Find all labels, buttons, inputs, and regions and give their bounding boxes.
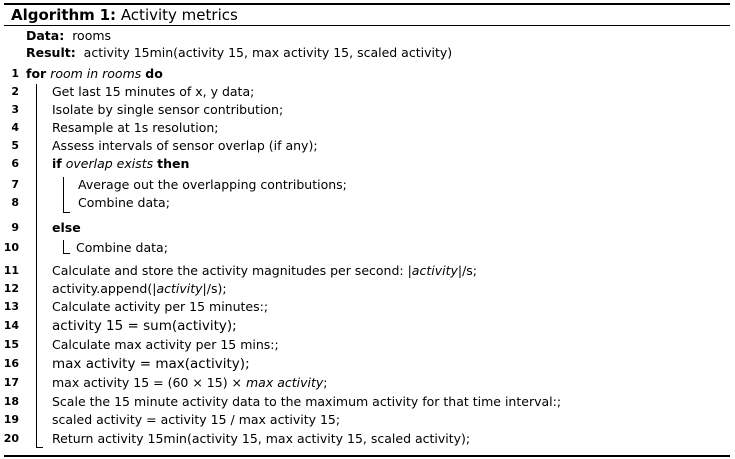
line-number: 15: [3, 338, 19, 351]
statement: Combine data;: [78, 195, 170, 210]
line-number: 4: [11, 121, 19, 134]
result-line: [26, 45, 452, 61]
statement: Calculate and store the activity magnitudes per second: |: [52, 263, 412, 278]
line-number: 7: [11, 178, 19, 191]
statement: Assess intervals of sensor overlap (if any);: [52, 138, 318, 153]
statement: Return activity 15min(activity 15, max activity 15, scaled activity);: [52, 431, 471, 446]
statement: scaled activity = activity 15 / max activity 15;: [52, 412, 341, 427]
statement: Get last 15 minutes of x, y data;: [52, 84, 255, 99]
variable: activity: [156, 281, 203, 296]
variable: max activity: [246, 375, 324, 390]
line-number: 9: [11, 221, 19, 234]
statement: Average out the overlapping contributions;: [78, 177, 347, 192]
statement-suffix: ;: [323, 375, 328, 390]
line-number: 6: [11, 157, 19, 170]
loop-variable: room in rooms: [50, 66, 142, 81]
result-keyword: Result:: [26, 45, 76, 60]
line-number: 12: [3, 282, 19, 295]
top-rule: [4, 3, 730, 5]
statement: Scale the 15 minute activity data to the maximum activity for that time interval:;: [52, 394, 562, 409]
else-block-end: [63, 253, 70, 254]
statement: activity.append(|: [52, 281, 157, 296]
variable: activity: [411, 263, 458, 278]
line-number: 14: [3, 319, 19, 332]
bottom-rule: [4, 455, 730, 457]
keyword-for: for: [26, 66, 47, 81]
for-block-bar: [36, 84, 37, 448]
data-value: rooms: [72, 28, 112, 43]
data-keyword: Data:: [26, 28, 65, 43]
for-block-end: [36, 447, 43, 448]
title-rule: [4, 25, 730, 26]
algorithm-title: [11, 6, 238, 24]
line-number: 11: [3, 264, 19, 277]
if-block-end: [63, 212, 70, 213]
statement: Combine data;: [76, 240, 168, 255]
keyword-if: if: [52, 156, 62, 171]
line-number: 3: [11, 103, 19, 116]
statement-suffix: |/s;: [457, 263, 478, 278]
statement: Isolate by single sensor contribution;: [52, 102, 284, 117]
statement: Calculate activity per 15 minutes:;: [52, 299, 269, 314]
keyword-then: then: [157, 156, 190, 171]
statement: max activity = max(activity);: [52, 356, 250, 372]
condition: overlap exists: [65, 156, 154, 171]
line-number: 13: [3, 300, 19, 313]
statement: max activity 15 = (60 × 15) ×: [52, 375, 246, 390]
statement: activity 15 = sum(activity);: [52, 318, 237, 334]
line-number: 20: [3, 432, 19, 445]
algorithm-number: 1:: [99, 6, 117, 24]
statement: Calculate max activity per 15 mins:;: [52, 337, 279, 352]
result-value: activity 15min(activity 15, max activity 15, scaled activity): [83, 45, 453, 60]
line-number: 1: [11, 67, 19, 80]
else-block-bar: [63, 240, 64, 254]
line-number: 5: [11, 139, 19, 152]
line-number: 8: [11, 196, 19, 209]
line-number: 2: [11, 85, 19, 98]
algorithm-label: Algorithm: [11, 6, 95, 24]
if-block-bar: [63, 177, 64, 213]
line-number: 10: [3, 241, 19, 254]
line-number: 19: [3, 413, 19, 426]
line-number: 18: [3, 395, 19, 408]
data-line: [26, 28, 111, 44]
keyword-else: else: [52, 220, 81, 235]
line-number: 16: [3, 357, 19, 370]
line-number: 17: [3, 376, 19, 389]
keyword-do: do: [145, 66, 163, 81]
statement: Resample at 1s resolution;: [52, 120, 219, 135]
algorithm-name: Activity metrics: [120, 6, 238, 24]
statement-suffix: |/s);: [202, 281, 227, 296]
